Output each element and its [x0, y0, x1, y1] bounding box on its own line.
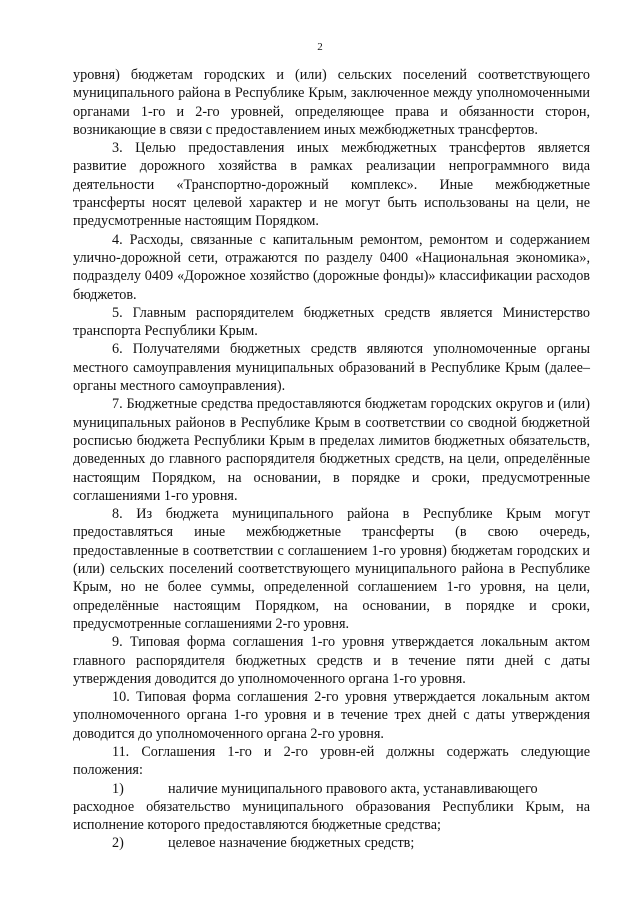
paragraph-6: 6. Получателями бюджетных средств являются уполномоченные органы местного самоуправления муниципальных образований в Республике Крым (далее–органы местного самоуправления). — [73, 341, 590, 395]
list-item-number: 2) — [112, 835, 124, 852]
paragraph-8: 8. Из бюджета муниципального района в Республике Крым могут предоставляться иные межбюджетные трансферты (в свою очередь, предоставленные в соответствии с соглашением 1-го уровня) бюджетам городских и (или) сельских поселений соответствующего муниципального района в Республике Крым, но не более суммы, определенной соглашением 1-го уровня, на цели, определённые настоящим Порядком, на основании, в порядке и сроки, предусмотренные соглашениями 2-го уровня. — [73, 506, 590, 632]
list-item-number: 1) — [112, 780, 124, 797]
list-item-text: наличие муниципального правового акта, устанавливающего — [168, 780, 538, 797]
paragraph-10: 10. Типовая форма соглашения 2-го уровня утверждается локальным актом уполномоченного органа 1-го уровня и в течение трех дней с даты утверждения доводится до уполномоченного органа 2-го уровня. — [73, 689, 590, 742]
page-number: 2 — [317, 41, 323, 53]
list-item-1 — [73, 780, 590, 798]
list-item-2 — [73, 834, 590, 852]
list-item-continuation: расходное обязательство муниципального образования Республики Крым, на исполнение которого предоставляются бюджетные средства; — [73, 798, 590, 834]
paragraph-7: 7. Бюджетные средства предоставляются бюджетам городских округов и (или) муниципальных районов в Республике Крым в соответствии со сводной бюджетной росписью бюджета Республики Крым в пределах лимитов бюджетных обязательств, доведенных до главного распорядителя бюджетных средств, на цели, определённые настоящим Порядком, на основании, в порядке и сроки, предусмотренные соглашениями 1-го уровня. — [73, 396, 590, 504]
paragraph-11: 11. Соглашения 1-го и 2-го уровн-ей должны содержать следующие положения: — [73, 743, 590, 779]
paragraph-4: 4. Расходы, связанные с капитальным ремонтом, ремонтом и содержанием улично-дорожной сети, отражаются по разделу 0400 «Национальная экономика», подразделу 0409 «Дорожное хозяйство (дорожные фонды)» классификации расходов бюджетов. — [73, 231, 590, 303]
paragraph-9: 9. Типовая форма соглашения 1-го уровня утверждается локальным актом главного распорядителя бюджетных средств и в течение пяти дней с даты утверждения доводится до уполномоченного органа 1-го уровня. — [73, 634, 590, 687]
document-body — [73, 66, 590, 853]
paragraph-continuation: уровня) бюджетам городских и (или) сельских поселений соответствующего муниципального района в Республике Крым, заключенное между уполномоченными органами 1-го и 2-го уровней, определяющее права и обязанности сторон, возникающие в связи с предоставлением иных межбюджетных трансфертов. — [73, 67, 590, 138]
paragraph-3: 3. Целью предоставления иных межбюджетных трансфертов является развитие дорожного хозяйства в рамках реализации непрограммного вида деятельности «Транспортно-дорожный комплекс». Иные межбюджетные трансферты носят целевой характер и не могут быть использованы на цели, не предусмотренные настоящим Порядком. — [73, 140, 590, 230]
list-item-text: целевое назначение бюджетных средств; — [168, 835, 415, 852]
paragraph-5: 5. Главным распорядителем бюджетных средств является Министерство транспорта Республики Крым. — [73, 304, 590, 340]
